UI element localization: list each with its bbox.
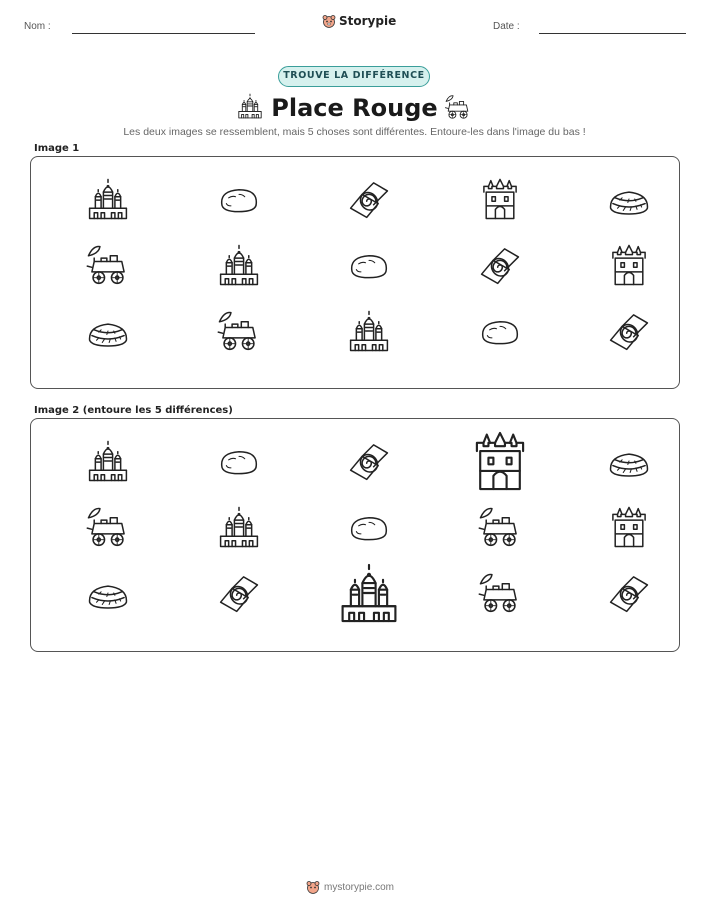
image1-panel [30,156,680,389]
image1-cathedral-icon [216,242,262,288]
footer-mascot-icon [306,880,320,894]
image2-bread-icon[interactable] [346,504,392,550]
image2-fur-hat-icon[interactable] [606,438,652,484]
date-input-line[interactable] [539,33,686,34]
storypie-mascot-icon [322,14,336,28]
image2-bread-icon[interactable] [216,438,262,484]
activity-badge: TROUVE LA DIFFÉRENCE [278,66,430,87]
image2-cart-icon[interactable] [85,504,131,550]
image1-cathedral-icon [85,176,131,222]
image2-carpet-icon[interactable] [346,438,392,484]
page-title: Place Rouge [271,94,438,122]
image2-panel[interactable] [30,418,680,652]
image1-carpet-icon [477,242,523,288]
instructions: Les deux images se ressemblent, mais 5 choses sont différentes. Entoure-les dans l'image du bas ! [123,126,586,138]
image1-bread-icon [216,176,262,222]
image1-cathedral-icon [346,308,392,354]
image1-cart-icon [85,242,131,288]
image1-fur-hat-icon [85,308,131,354]
image1-label: Image 1 [34,143,80,154]
image1-bread-icon [346,242,392,288]
image1-tower-icon [606,242,652,288]
image2-cathedral-large-icon[interactable] [336,560,402,626]
image1-cart-icon [216,308,262,354]
brand-logo [322,14,396,28]
image2-cart-icon[interactable] [477,504,523,550]
image2-fur-hat-icon[interactable] [85,570,131,616]
image2-label: Image 2 (entoure les 5 différences) [34,405,233,416]
image1-carpet-icon [606,308,652,354]
image2-tower-large-icon[interactable] [467,428,533,494]
image2-cathedral-icon[interactable] [85,438,131,484]
date-label: Date : [493,21,520,32]
image2-carpet-icon[interactable] [216,570,262,616]
image2-cathedral-icon[interactable] [216,504,262,550]
image2-carpet-icon[interactable] [606,570,652,616]
image1-carpet-icon [346,176,392,222]
image1-bread-icon [477,308,523,354]
image1-fur-hat-icon [606,176,652,222]
brand-name: Storypie [339,14,397,28]
name-label: Nom : [24,21,51,32]
image2-cart-icon[interactable] [477,570,523,616]
image1-tower-icon [477,176,523,222]
footer-url[interactable]: mystorypie.com [324,881,395,893]
footer [306,880,394,894]
title-cart-icon [442,93,474,121]
image2-tower-icon[interactable] [606,504,652,550]
name-input-line[interactable] [72,33,255,34]
